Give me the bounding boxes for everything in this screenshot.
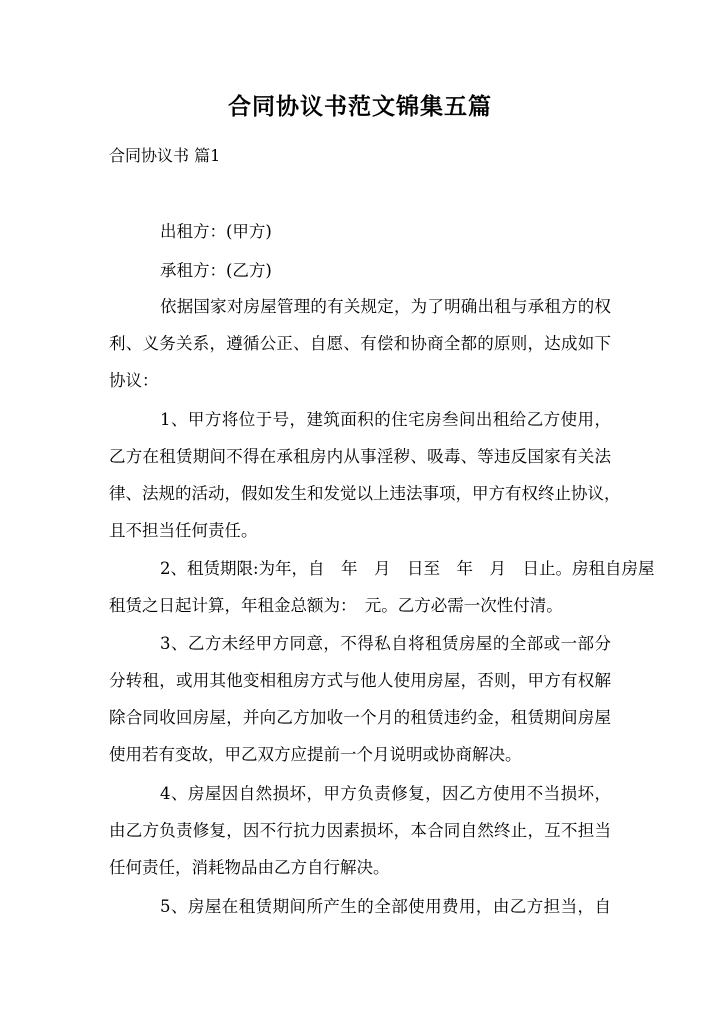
paragraph-line: 依据国家对房屋管理的有关规定，为了明确出租与承租方的权 (160, 297, 611, 316)
document-title: 合同协议书范文锦集五篇 (228, 93, 492, 120)
lessor-line: 出租方：(甲方) (160, 222, 272, 241)
paragraph-line: 且不担当任何责任。 (109, 521, 258, 540)
paragraph-line: 2、租赁期限:为年，自 年 月 日至 年 月 日止。房租自房屋 (160, 559, 655, 578)
paragraph-line: 4、房屋因自然损坏，甲方负责修复，因乙方使用不当损坏， (160, 784, 611, 803)
paragraph-line: 律、法规的活动，假如发生和发觉以上违法事项，甲方有权终止协议， (109, 484, 621, 503)
paragraph-line: 3、乙方未经甲方同意，不得私自将租赁房屋的全部或一部分 (160, 634, 611, 653)
lessee-line: 承租方：(乙方) (160, 261, 272, 280)
paragraph-line: 任何责任，消耗物品由乙方自行解决。 (109, 858, 390, 877)
paragraph-line: 5、房屋在租赁期间所产生的全部使用费用，由乙方担当，自 (160, 897, 611, 916)
paragraph-line: 1、甲方将位于号，建筑面积的住宅房叁间出租给乙方使用， (160, 410, 611, 429)
paragraph-line: 协议： (109, 371, 159, 390)
paragraph-line: 租赁之日起计算，年租金总额为： 元。乙方必需一次性付清。 (109, 596, 563, 615)
paragraph-line: 利、义务关系，遵循公正、自愿、有偿和协商全都的原则，达成如下 (109, 334, 611, 353)
paragraph-line: 使用若有变故，甲乙双方应提前一个月说明或协商解决。 (109, 745, 522, 764)
paragraph-line: 除合同收回房屋，并向乙方加收一个月的租赁违约金，租赁期间房屋 (109, 708, 611, 727)
paragraph-line: 乙方在租赁期间不得在承租房内从事淫秽、吸毒、等违反国家有关法 (109, 447, 611, 466)
paragraph-line: 分转租，或用其他变相租房方式与他人使用房屋，否则，甲方有权解 (109, 671, 611, 690)
paragraph-line: 由乙方负责修复，因不行抗力因素损坏，本合同自然终止，互不担当 (109, 821, 611, 840)
section-heading: 合同协议书 篇1 (109, 146, 221, 165)
